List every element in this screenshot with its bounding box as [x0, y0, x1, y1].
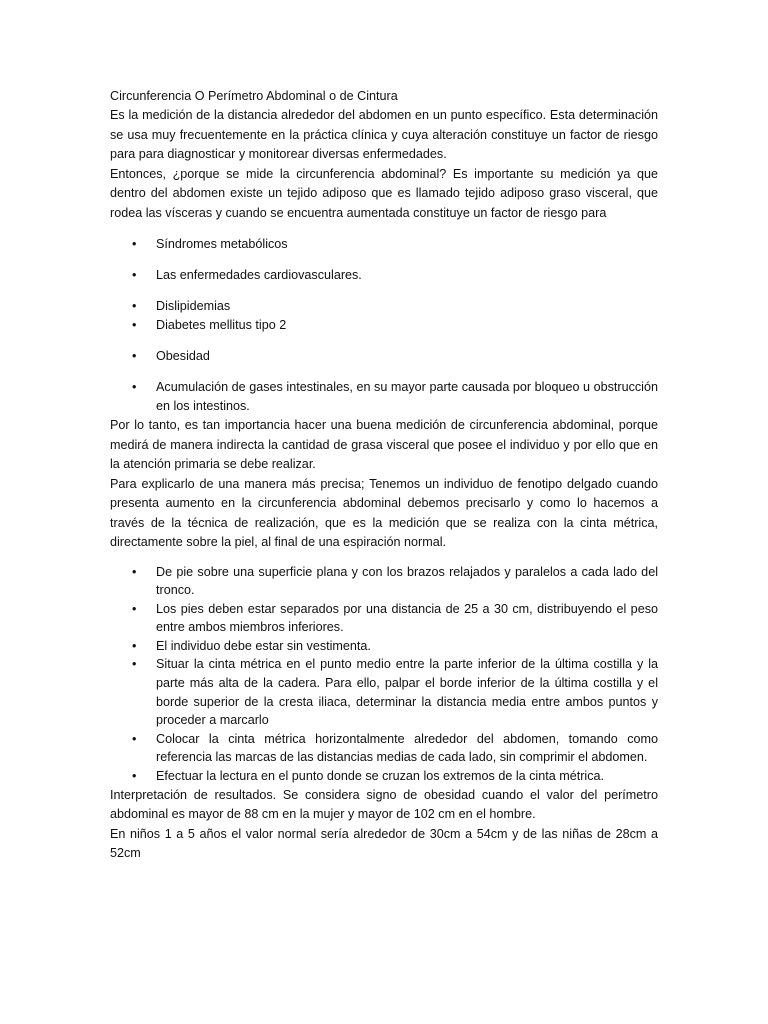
bullet-icon: • — [132, 268, 137, 282]
paragraph-technique: Para explicarlo de una manera más precisa; Tenemos un individuo de fenotipo delgado cuando presenta aumento en la circunferencia abdominal debemos precisarlo y como lo hacemos a través de la técnica de realización, que es la medición que se realiza con la cinta métrica, directamente sobre la piel, al final de una espiración normal. — [110, 476, 658, 549]
list-item — [110, 347, 658, 366]
list-item-text: Situar la cinta métrica en el punto medio entre la parte inferior de la última costilla y la parte más alta de la cadera. Para ello, palpar el borde inferior de la última costilla y el borde superior de la cresta iliaca, determinar la distancia media entre ambos puntos y proceder a marcarlo — [156, 657, 658, 728]
list-item — [110, 266, 658, 285]
bullet-icon: • — [132, 638, 137, 653]
list-item — [110, 297, 658, 316]
bullet-icon: • — [132, 769, 137, 784]
paragraph-interpretation: Interpretación de resultados. Se considera signo de obesidad cuando el valor del perímetro abdominal es mayor de 88 cm en la mujer y mayor de 102 cm en el hombre. — [110, 787, 658, 822]
list-item-text: De pie sobre una superficie plana y con los brazos relajados y paralelos a cada lado del tronco. — [156, 564, 658, 598]
list-item — [110, 563, 658, 600]
paragraph-definition: Es la medición de la distancia alrededor del abdomen en un punto específico. Esta determinación se usa muy frecuentemente en la práctica clínica y cuya alteración constituye un factor de riesgo para para diagnosticar y monitorear diversas enfermedades. — [110, 108, 658, 161]
list-item-text: Las enfermedades cardiovasculares. — [156, 268, 362, 282]
bullet-icon: • — [132, 318, 137, 332]
paragraph-importance: Por lo tanto, es tan importancia hacer una buena medición de circunferencia abdominal, porque medirá de manera indirecta la cantidad de grasa visceral que posee el individuo y por ello que en la atención primaria se debe realizar. — [110, 418, 658, 471]
bullet-icon: • — [132, 380, 137, 394]
list-item-text: Obesidad — [156, 349, 210, 363]
bullet-icon: • — [132, 731, 137, 746]
bullet-icon: • — [132, 349, 137, 363]
list-item — [110, 378, 658, 416]
document-title: Circunferencia O Perímetro Abdominal o de Cintura — [110, 89, 398, 103]
list-item-text: Colocar la cinta métrica horizontalmente alrededor del abdomen, tomando como referencia las marcas de las distancias medias de cada lado, sin comprimir el abdomen. — [156, 731, 658, 765]
list-item-text: El individuo debe estar sin vestimenta. — [156, 638, 371, 653]
list-item — [110, 316, 658, 335]
list-item — [110, 637, 658, 656]
list-item — [110, 730, 658, 767]
bullet-icon: • — [132, 237, 137, 251]
list-item — [110, 235, 658, 254]
paragraph-reason: Entonces, ¿porque se mide la circunferencia abdominal? Es importante su medición ya que dentro del abdomen existe un tejido adiposo que es llamado tejido adiposo graso visceral, que rodea las vísceras y cuando se encuentra aumentada constituye un factor de riesgo para — [110, 166, 658, 220]
list-item-text: Dislipidemias — [156, 299, 231, 313]
bullet-icon: • — [132, 657, 137, 672]
list-item-text: Efectuar la lectura en el punto donde se cruzan los extremos de la cinta métrica. — [156, 769, 605, 784]
list-item-text: Los pies deben estar separados por una distancia de 25 a 30 cm, distribuyendo el peso entre ambos miembros inferiores. — [156, 601, 658, 635]
risk-factor-list — [110, 235, 658, 416]
document-body — [110, 87, 658, 864]
list-item — [110, 655, 658, 729]
list-item-text: Acumulación de gases intestinales, en su mayor parte causada por bloqueo u obstrucción en los intestinos. — [156, 380, 658, 413]
measurement-steps-list — [110, 563, 658, 786]
bullet-icon: • — [132, 564, 137, 579]
bullet-icon: • — [132, 299, 137, 313]
paragraph-children-values: En niños 1 a 5 años el valor normal sería alrededor de 30cm a 54cm y de las niñas de 28cm a 52cm — [110, 826, 658, 861]
list-item-text: Síndromes metabólicos — [156, 237, 288, 251]
list-item — [110, 767, 658, 786]
list-item — [110, 600, 658, 637]
list-item-text: Diabetes mellitus tipo 2 — [156, 318, 287, 332]
bullet-icon: • — [132, 601, 137, 616]
